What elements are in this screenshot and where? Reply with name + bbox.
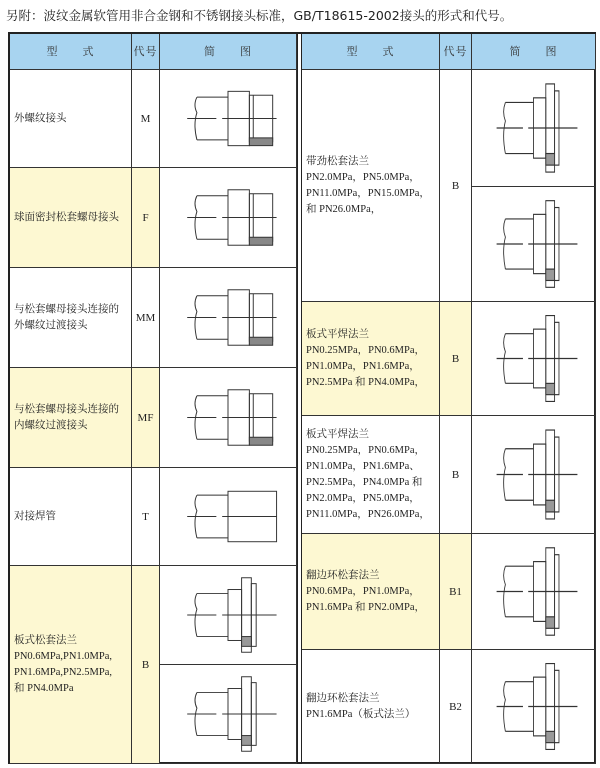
fitting-diagram	[472, 650, 595, 763]
type-name: 翻边环松套法兰	[306, 692, 380, 704]
row-code-cell	[132, 268, 160, 368]
diagram-cell	[472, 650, 596, 764]
pressure-rating: PN2.0MPa，PN5.0MPa，	[306, 171, 420, 183]
row-type-cell	[302, 70, 440, 302]
header-code	[132, 34, 160, 70]
fitting-diagram	[160, 368, 296, 467]
header-label: 代号	[133, 44, 158, 58]
pressure-rating: PN1.6MPa 和 PN2.0MPa，	[306, 601, 426, 613]
pressure-rating: 和 PN4.0MPa	[14, 682, 74, 694]
row-code-cell	[440, 416, 472, 534]
type-name: 板式平焊法兰	[306, 328, 369, 340]
pressure-rating: PN0.6MPa,PN1.0MPa,	[14, 650, 113, 662]
header-code	[440, 34, 472, 70]
row-code-cell	[132, 168, 160, 268]
header-label: 型 式	[46, 44, 95, 58]
row-code-cell	[132, 70, 160, 168]
pressure-rating: PN1.0MPa，PN1.6MPa、	[306, 460, 420, 472]
header-label: 简 图	[204, 44, 252, 58]
pressure-rating: PN11.0MPa，PN26.0MPa，	[306, 508, 430, 520]
code-label: B2	[449, 700, 462, 713]
diagram-cell	[160, 268, 297, 368]
row-type-cell	[302, 302, 440, 416]
diagram-cell	[160, 70, 297, 168]
diagram-cell	[472, 534, 596, 650]
type-description	[306, 154, 430, 218]
pressure-rating: PN2.0MPa，PN5.0MPa，	[306, 492, 420, 504]
row-code-cell	[440, 650, 472, 764]
code-label: MM	[135, 311, 156, 324]
code-label: B	[451, 468, 460, 481]
header-label: 简 图	[509, 44, 558, 58]
type-description	[14, 509, 56, 525]
type-description	[14, 402, 129, 434]
fitting-diagram	[160, 468, 296, 565]
code-label: B	[451, 352, 460, 365]
type-description	[306, 691, 415, 723]
joint-type-table	[8, 32, 596, 764]
type-description	[14, 111, 67, 127]
type-description	[14, 633, 112, 697]
type-description	[14, 210, 119, 226]
row-type-cell	[302, 650, 440, 764]
code-label: T	[142, 510, 149, 523]
page-title: 另附：波纹金属软管用非合金钢和不锈钢接头标准，GB/T18615-2002接头的形式和代号。	[6, 8, 513, 23]
type-name: 带劲松套法兰	[306, 155, 369, 167]
type-name: 与松套螺母接头连接的内螺纹过渡接头	[14, 403, 119, 431]
pressure-rating: PN0.6MPa，PN1.0MPa，	[306, 585, 420, 597]
type-description	[306, 327, 425, 391]
diagram-cell	[160, 168, 297, 268]
code-label: B1	[449, 585, 462, 598]
fitting-diagram	[160, 70, 296, 167]
header-diagram	[472, 34, 596, 70]
row-type-cell	[10, 566, 132, 764]
row-code-cell	[132, 468, 160, 566]
row-type-cell	[10, 368, 132, 468]
fitting-diagram	[160, 566, 296, 664]
row-code-cell	[132, 566, 160, 764]
pressure-rating: PN11.0MPa，PN15.0MPa，	[306, 187, 430, 199]
row-type-cell	[302, 534, 440, 650]
code-label: B	[141, 658, 150, 671]
diagram-cell	[472, 187, 596, 302]
pressure-rating: 和 PN26.0MPa，	[306, 203, 382, 215]
type-name: 对接焊管	[14, 510, 56, 522]
row-type-cell	[302, 416, 440, 534]
fitting-diagram	[160, 268, 296, 367]
fitting-diagram	[472, 187, 595, 301]
pressure-rating: PN0.25MPa，PN0.6MPa，	[306, 444, 426, 456]
diagram-cell	[160, 665, 297, 764]
pressure-rating: PN2.5MPa，PN4.0MPa 和	[306, 476, 423, 488]
type-description	[306, 427, 430, 523]
fitting-diagram	[472, 70, 595, 186]
row-type-cell	[10, 268, 132, 368]
diagram-cell	[160, 368, 297, 468]
row-code-cell	[440, 70, 472, 302]
row-type-cell	[10, 168, 132, 268]
type-description	[306, 568, 425, 616]
code-label: F	[142, 211, 149, 224]
fitting-diagram	[160, 665, 296, 763]
diagram-cell	[160, 468, 297, 566]
fitting-diagram	[472, 416, 595, 533]
type-name: 外螺纹接头	[14, 112, 67, 124]
pressure-rating: PN1.6MPa,PN2.5MPa,	[14, 666, 113, 678]
code-label: M	[140, 112, 151, 125]
fitting-diagram	[472, 534, 595, 649]
header-type	[10, 34, 132, 70]
type-name: 与松套螺母接头连接的外螺纹过渡接头	[14, 303, 119, 331]
type-name: 板式松套法兰	[14, 634, 77, 646]
code-label: MF	[137, 411, 154, 424]
type-name: 球面密封松套螺母接头	[14, 211, 119, 223]
type-name: 翻边环松套法兰	[306, 569, 380, 581]
row-type-cell	[10, 70, 132, 168]
fitting-diagram	[160, 168, 296, 267]
pressure-rating: PN0.25MPa，PN0.6MPa，	[306, 344, 426, 356]
row-code-cell	[440, 302, 472, 416]
header-label: 型 式	[346, 44, 395, 58]
pressure-rating: PN1.6MPa（板式法兰）	[306, 708, 416, 720]
row-code-cell	[440, 534, 472, 650]
row-code-cell	[132, 368, 160, 468]
header-label: 代号	[443, 44, 468, 58]
header-type	[302, 34, 440, 70]
diagram-cell	[472, 70, 596, 187]
diagram-cell	[472, 302, 596, 416]
pressure-rating: PN2.5MPa 和 PN4.0MPa，	[306, 376, 426, 388]
pressure-rating: PN1.0MPa，PN1.6MPa，	[306, 360, 420, 372]
diagram-cell	[472, 416, 596, 534]
fitting-diagram	[472, 302, 595, 415]
header-diagram	[160, 34, 297, 70]
diagram-cell	[160, 566, 297, 665]
row-type-cell	[10, 468, 132, 566]
code-label: B	[451, 179, 460, 192]
type-description	[14, 302, 129, 334]
type-name: 板式平焊法兰	[306, 428, 369, 440]
